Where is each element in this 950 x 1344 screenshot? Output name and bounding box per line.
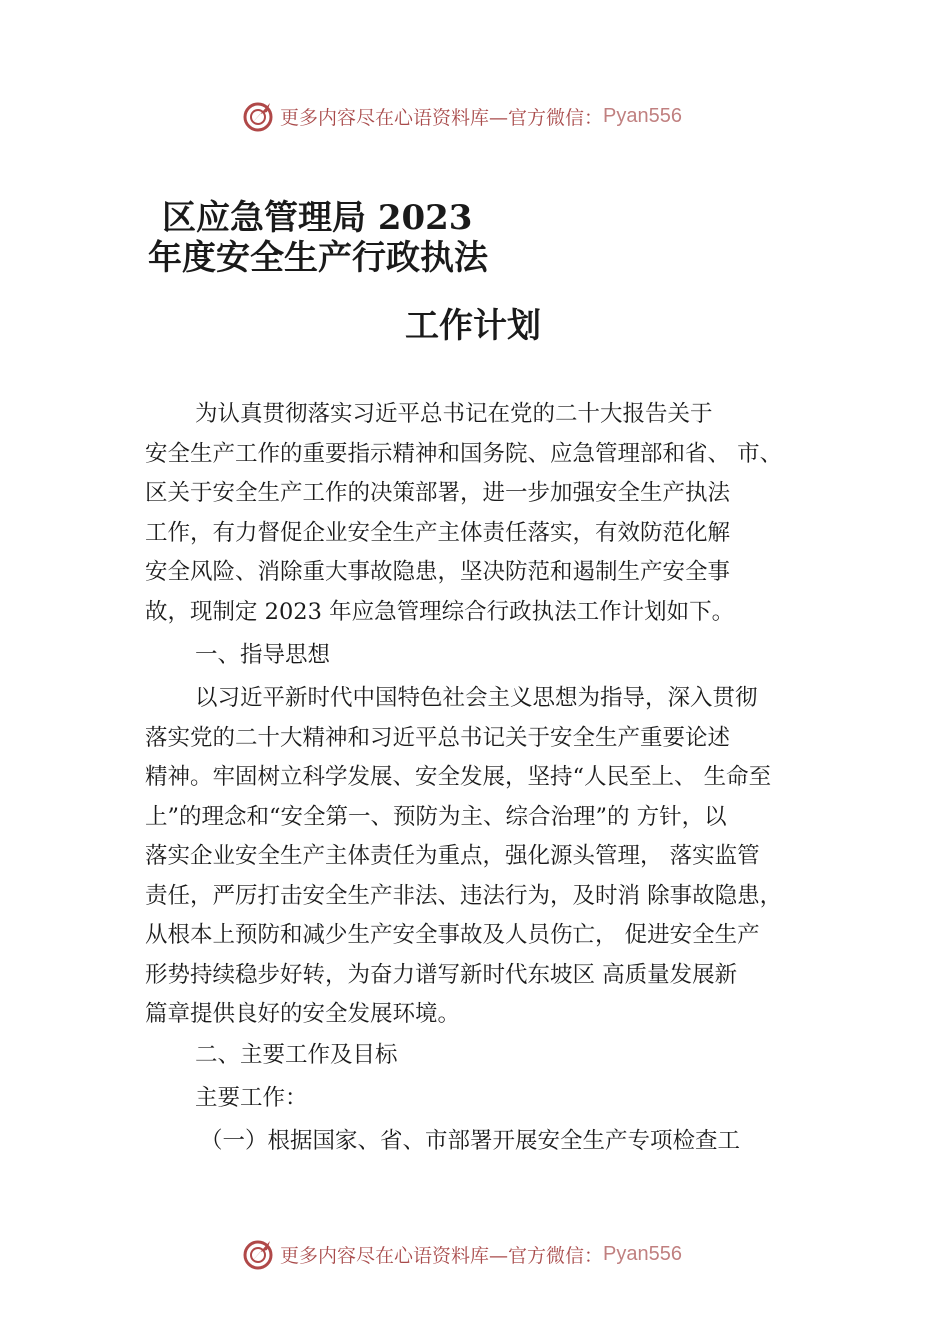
document-title-line-1: 区应急管理局 2023 — [162, 198, 473, 238]
document-title-line-2: 年度安全生产行政执法 — [148, 238, 488, 278]
watermark-banner-top — [240, 96, 682, 136]
quill-seal-icon — [240, 1236, 276, 1272]
section-1-line: 以习近平新时代中国特色社会主义思想为指导，深入贯彻 — [195, 685, 758, 711]
section-1-line: 形势持续稳步好转，为奋力谱写新时代东坡区 高质量发展新 — [145, 961, 738, 988]
watermark-banner-bottom — [240, 1234, 682, 1274]
main-work-label: 主要工作： — [195, 1085, 308, 1111]
watermark-wechat-id: Pyan556 — [603, 104, 682, 127]
document-title-line-3: 工作计划 — [405, 306, 541, 346]
watermark-wechat-id: Pyan556 — [603, 1242, 682, 1265]
intro-line: 为认真贯彻落实习近平总书记在党的二十大报告关于 — [195, 401, 713, 427]
section-1-line: 落实党的二十大精神和习近平总书记关于安全生产重要论述 — [145, 724, 731, 751]
intro-line: 安全风险、消除重大事故隐患，坚决防范和遏制生产安全事 — [145, 559, 731, 585]
work-item-1: （一）根据国家、省、市部署开展安全生产专项检查工 — [200, 1128, 741, 1154]
intro-line: 区关于安全生产工作的决策部署，进一步加强安全生产执法 — [145, 480, 731, 506]
section-heading-1: 一、指导思想 — [195, 642, 331, 668]
quill-seal-icon — [240, 98, 276, 134]
watermark-text: 更多内容尽在心语资料库—官方微信： — [280, 1244, 604, 1267]
watermark-text: 更多内容尽在心语资料库—官方微信： — [280, 106, 604, 129]
intro-paragraph — [145, 395, 845, 632]
section-heading-2: 二、主要工作及目标 — [195, 1042, 398, 1068]
section-1-body — [145, 679, 845, 1035]
section-1-line: 篇章提供良好的安全发展环境。 — [145, 1001, 461, 1027]
section-1-line: 落实企业安全生产主体责任为重点，强化源头管理， 落实监管 — [145, 843, 760, 869]
section-1-line: 责任，严厉打击安全生产非法、违法行为，及时消 除事故隐患， — [145, 882, 783, 909]
section-1-line: 从根本上预防和减少生产安全事故及人员伤亡， 促进安全生产 — [145, 922, 760, 948]
intro-line: 安全生产工作的重要指示精神和国务院、应急管理部和省、 市、 — [145, 440, 783, 467]
section-1-line: 精神。牢固树立科学发展、安全发展，坚持“人民至上、 生命至 — [145, 764, 772, 790]
intro-line: 故，现制定 2023 年应急管理综合行政执法工作计划如下。 — [145, 598, 735, 625]
intro-line: 工作，有力督促企业安全生产主体责任落实，有效防范化解 — [145, 519, 731, 546]
section-1-line: 上”的理念和“安全第一、预防为主、综合治理”的 方针，以 — [145, 803, 727, 830]
